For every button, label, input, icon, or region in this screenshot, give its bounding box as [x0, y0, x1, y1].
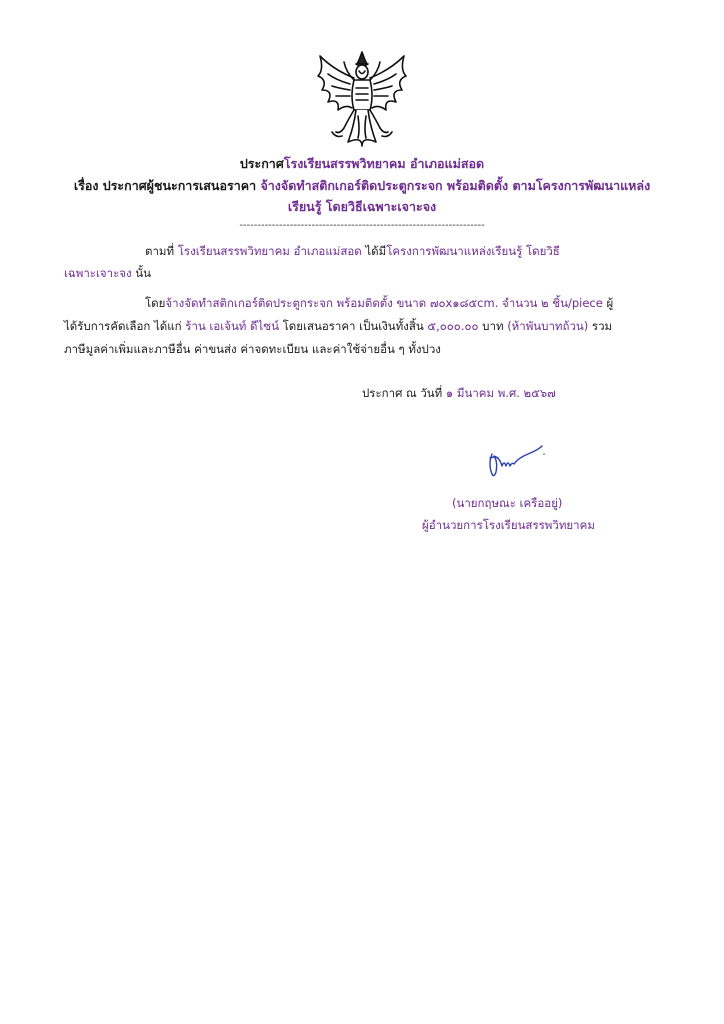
subject-text: จ้างจัดทำสติกเกอร์ติดประตูกระจก พร้อมติดตั้ง ตามโครงการพัฒนาแหล่ง: [260, 178, 651, 193]
announce-date-line: [362, 385, 556, 403]
announce-lead: ประกาศ ณ วันที่: [362, 386, 446, 400]
p1-mid: ได้มี: [361, 244, 387, 258]
p2-amount-words: (ห้าพันบาทถ้วน): [507, 319, 589, 333]
announce-date: ๑ มีนาคม พ.ศ. ๒๕๖๗: [445, 386, 556, 400]
heading-school: โรงเรียนสรรพวิทยาคม อำเภอแม่สอด: [283, 156, 485, 171]
divider-rule: --------------------------------------------------------------------: [239, 220, 485, 231]
p2-lead: โดย: [145, 296, 166, 310]
p2-l2-end: รวม: [588, 319, 613, 333]
p1-project: โครงการพัฒนาแหล่งเรียนรู้ โดยวิธี: [386, 244, 560, 258]
subject-prefix: เรื่อง ประกาศผู้ชนะการเสนอราคา: [73, 178, 261, 193]
garuda-emblem: [314, 50, 410, 150]
p2-amount: ๕,๐๐๐.๐๐: [427, 319, 479, 333]
p1-end: นั้น: [131, 266, 152, 280]
p1-lead: ตามที่: [145, 244, 178, 258]
signer-title: ผู้อำนวยการโรงเรียนสรรพวิทยาคม: [422, 518, 595, 532]
handwritten-signature: [478, 440, 556, 480]
p2-l2-lead: ได้รับการคัดเลือก ได้แก่: [64, 319, 186, 333]
subject-line: [0, 176, 724, 196]
paragraph-2-line-3: ภาษีมูลค่าเพิ่มและภาษีอื่น ค่าขนส่ง ค่าจดทะเบียน และค่าใช้จ่ายอื่น ๆ ทั้งปวง: [64, 342, 441, 356]
paragraph-2-line-1: [145, 295, 613, 313]
p2-tail: ผู้: [602, 296, 614, 310]
p2-vendor: ร้าน เอเจ้นท์ ดีไซน์: [185, 319, 279, 333]
paragraph-1-line-1: [145, 243, 560, 261]
p2-l2-unit: บาท: [478, 319, 508, 333]
announcement-heading: [0, 154, 724, 174]
subject-line-continued: เรียนรู้ โดยวิธีเฉพาะเจาะจง: [287, 199, 437, 214]
paragraph-1-line-2: [64, 265, 151, 283]
p1-method: เฉพาะเจาะจง: [64, 266, 132, 280]
signer-name: (นายกฤษณะ เครืออยู่): [452, 496, 563, 510]
paragraph-2-line-2: [64, 318, 612, 336]
p2-l2-mid: โดยเสนอราคา เป็นเงินทั้งสิ้น: [278, 319, 428, 333]
heading-prefix: ประกาศ: [239, 156, 284, 171]
p2-item: จ้างจัดทำสติกเกอร์ติดประตูกระจก พร้อมติดตั้ง ขนาด ๗๐x๑๘๕cm. จำนวน ๒ ชิ้น/piece: [165, 296, 603, 310]
p1-school: โรงเรียนสรรพวิทยาคม อำเภอแม่สอด: [177, 244, 362, 258]
